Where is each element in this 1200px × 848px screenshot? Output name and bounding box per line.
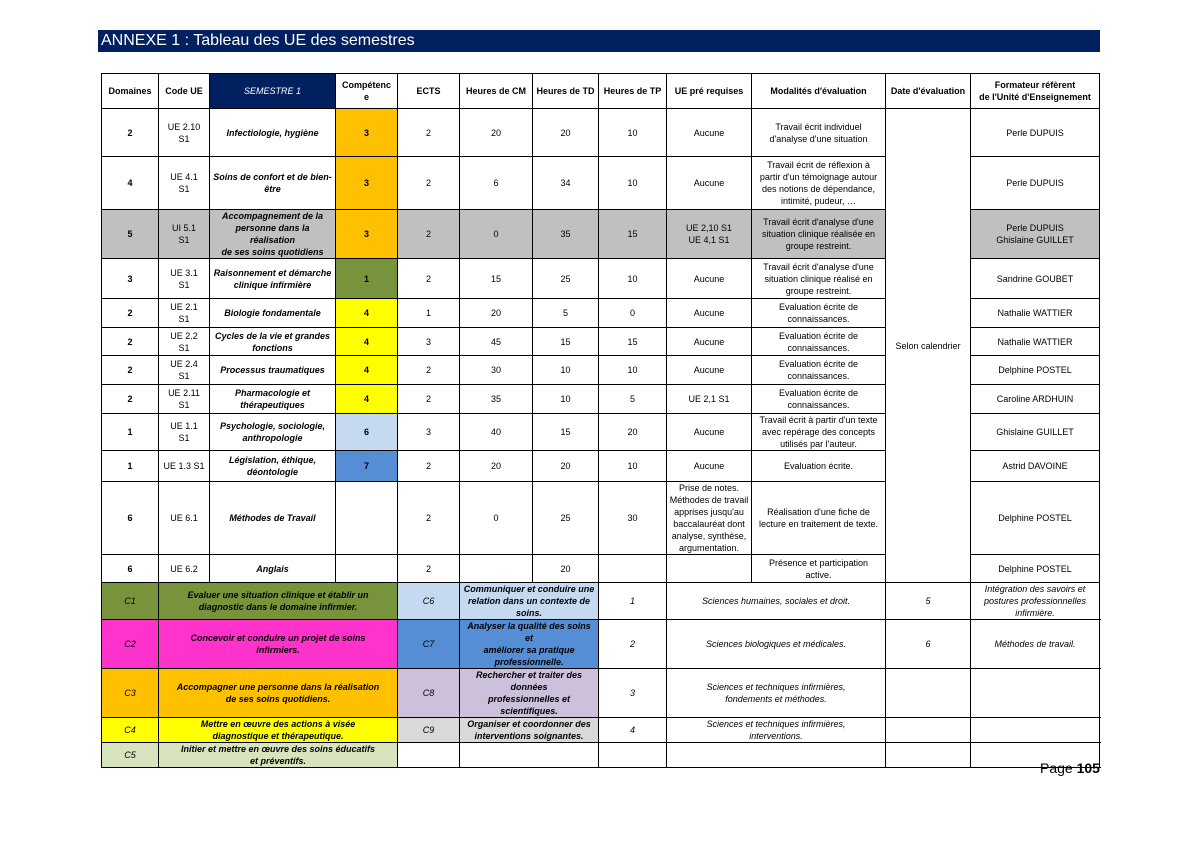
domain-number: 1 [599,583,667,620]
ects-cell: 2 [398,555,460,583]
ue-title-cell: Biologie fondamentale [210,299,336,328]
prereq-cell: Aucune [667,414,752,451]
tp-cell: 5 [599,385,667,414]
modalites-cell: Evaluation écrite de connaissances. [752,356,886,385]
tp-cell: 10 [599,157,667,210]
competence-code: C7 [398,620,460,669]
competence-cell: 4 [336,356,398,385]
domaine-cell: 4 [102,157,159,210]
header-prereq: UE pré requises [667,74,752,109]
domain-label: Sciences et techniques infirmières, fondements et méthodes. [667,669,886,718]
modalites-cell: Travail écrit de réflexion à partir d'un témoignage autour des notions de dépendance, intimité, pudeur, … [752,157,886,210]
tp-cell: 10 [599,451,667,482]
td-cell: 20 [533,555,599,583]
tp-cell: 30 [599,482,667,555]
ects-cell: 2 [398,356,460,385]
code-ue-cell: UI 5.1 S1 [159,210,210,259]
td-cell: 25 [533,259,599,299]
page-banner [98,30,1100,52]
ects-cell: 2 [398,157,460,210]
ects-cell: 3 [398,328,460,356]
prereq-cell: UE 2,1 S1 [667,385,752,414]
cm-cell: 6 [460,157,533,210]
formateur-cell: Sandrine GOUBET [971,259,1100,299]
competence-code: C5 [102,743,159,768]
td-cell: 35 [533,210,599,259]
competence-label: Analyser la qualité des soins et améliorer sa pratique professionnelle. [460,620,599,669]
ects-cell: 2 [398,109,460,157]
domaine-cell: 2 [102,109,159,157]
legend-row [102,718,1100,743]
header-domaines: Domaines [102,74,159,109]
cm-cell: 15 [460,259,533,299]
td-cell: 15 [533,328,599,356]
td-cell: 10 [533,385,599,414]
domain-label: Méthodes de travail. [971,620,1100,669]
competence-cell: 4 [336,328,398,356]
cm-cell: 30 [460,356,533,385]
domain-label [667,743,886,768]
formateur-cell: Perle DUPUIS [971,109,1100,157]
cm-cell: 0 [460,210,533,259]
competence-code: C8 [398,669,460,718]
modalites-cell: Evaluation écrite. [752,451,886,482]
competence-label: Communiquer et conduire une relation dans un contexte de soins. [460,583,599,620]
modalites-cell: Evaluation écrite de connaissances. [752,385,886,414]
cm-cell: 35 [460,385,533,414]
ue-title-cell: Anglais [210,555,336,583]
tp-cell: 15 [599,210,667,259]
code-ue-cell: UE 2.2 S1 [159,328,210,356]
competence-label: Organiser et coordonner des interventions soignantes. [460,718,599,743]
prereq-cell: Prise de notes. Méthodes de travail apprises jusqu'au baccalauréat dont analyse, synthèse, argumentation. [667,482,752,555]
header-row [102,74,1100,109]
competence-cell: 1 [336,259,398,299]
domain-number: 4 [599,718,667,743]
competence-cell: 7 [336,451,398,482]
competence-code: C6 [398,583,460,620]
domain-number [886,669,971,718]
ue-title-cell: Accompagnement de la personne dans la réalisation de ses soins quotidiens [210,210,336,259]
header-modalites: Modalités d'évaluation [752,74,886,109]
modalites-cell: Présence et participation active. [752,555,886,583]
banner-title: ANNEXE 1 : Tableau des UE des semestres [101,32,415,49]
table-row [102,109,1100,157]
header-date: Date d'évaluation [886,74,971,109]
cm-cell: 20 [460,109,533,157]
header-code-ue: Code UE [159,74,210,109]
code-ue-cell: UE 3.1 S1 [159,259,210,299]
code-ue-cell: UE 2.1 S1 [159,299,210,328]
td-cell: 20 [533,451,599,482]
domain-number: 3 [599,669,667,718]
ects-cell: 2 [398,482,460,555]
competence-label: Mettre en œuvre des actions à visée diagnostique et thérapeutique. [159,718,398,743]
competence-cell: 4 [336,299,398,328]
formateur-cell: Perle DUPUIS Ghislaine GUILLET [971,210,1100,259]
competence-cell: 3 [336,109,398,157]
td-cell: 15 [533,414,599,451]
modalites-cell: Travail écrit d'analyse d'une situation clinique réalisée en groupe restreint. [752,210,886,259]
ects-cell: 2 [398,451,460,482]
domain-label [971,718,1100,743]
ue-title-cell: Cycles de la vie et grandes fonctions [210,328,336,356]
domain-number: 6 [886,620,971,669]
domain-number [886,718,971,743]
ue-table [101,73,1100,768]
ue-title-cell: Pharmacologie et thérapeutiques [210,385,336,414]
competence-label: Initier et mettre en œuvre des soins éducatifs et préventifs. [159,743,398,768]
td-cell: 10 [533,356,599,385]
tp-cell: 10 [599,259,667,299]
formateur-cell: Delphine POSTEL [971,482,1100,555]
cm-cell [460,555,533,583]
modalites-cell: Réalisation d'une fiche de lecture en traitement de texte. [752,482,886,555]
modalites-cell: Travail écrit à partir d'un texte avec repérage des concepts utilisés par l'auteur. [752,414,886,451]
domaine-cell: 5 [102,210,159,259]
domaine-cell: 2 [102,356,159,385]
domaine-cell: 2 [102,328,159,356]
prereq-cell: Aucune [667,328,752,356]
header-semestre: SEMESTRE 1 [210,74,336,109]
formateur-cell: Ghislaine GUILLET [971,414,1100,451]
modalites-cell: Travail écrit individuel d'analyse d'une situation [752,109,886,157]
ue-title-cell: Soins de confort et de bien- être [210,157,336,210]
domaine-cell: 6 [102,555,159,583]
cm-cell: 20 [460,299,533,328]
competence-code: C9 [398,718,460,743]
header-td: Heures de TD [533,74,599,109]
formateur-cell: Astrid DAVOINE [971,451,1100,482]
ue-title-cell: Psychologie, sociologie, anthropologie [210,414,336,451]
domaine-cell: 6 [102,482,159,555]
domain-label: Sciences et techniques infirmières, interventions. [667,718,886,743]
cm-cell: 40 [460,414,533,451]
header-tp: Heures de TP [599,74,667,109]
competence-cell: 4 [336,385,398,414]
prereq-cell: Aucune [667,451,752,482]
td-cell: 25 [533,482,599,555]
competence-cell: 6 [336,414,398,451]
formateur-cell: Nathalie WATTIER [971,328,1100,356]
header-cm: Heures de CM [460,74,533,109]
competence-code: C4 [102,718,159,743]
competence-code: C2 [102,620,159,669]
legend-row [102,583,1100,620]
competence-label: Rechercher et traiter des données professionnelles et scientifiques. [460,669,599,718]
prereq-cell: Aucune [667,299,752,328]
competence-cell [336,482,398,555]
formateur-cell: Caroline ARDHUIN [971,385,1100,414]
domaine-cell: 1 [102,451,159,482]
tp-cell [599,555,667,583]
domaine-cell: 1 [102,414,159,451]
domain-label: Sciences humaines, sociales et droit. [667,583,886,620]
prereq-cell: Aucune [667,356,752,385]
tp-cell: 15 [599,328,667,356]
modalites-cell: Evaluation écrite de connaissances. [752,328,886,356]
domain-label: Sciences biologiques et médicales. [667,620,886,669]
ue-title-cell: Processus traumatiques [210,356,336,385]
competence-code [398,743,460,768]
date-evaluation-cell: Selon calendrier [886,109,971,583]
tp-cell: 10 [599,109,667,157]
ue-title-cell: Infectiologie, hygiène [210,109,336,157]
ects-cell: 2 [398,210,460,259]
domain-label: Intégration des savoirs et postures professionnelles infirmière. [971,583,1100,620]
domaine-cell: 2 [102,299,159,328]
domaine-cell: 2 [102,385,159,414]
domain-label [971,669,1100,718]
ects-cell: 2 [398,385,460,414]
tp-cell: 0 [599,299,667,328]
formateur-cell: Delphine POSTEL [971,356,1100,385]
code-ue-cell: UE 2.4 S1 [159,356,210,385]
legend-row [102,620,1100,669]
td-cell: 20 [533,109,599,157]
domaine-cell: 3 [102,259,159,299]
domain-number [599,743,667,768]
td-cell: 5 [533,299,599,328]
competence-code: C1 [102,583,159,620]
modalites-cell: Travail écrit d'analyse d'une situation clinique réalisé en groupe restreint. [752,259,886,299]
competence-label [460,743,599,768]
tp-cell: 10 [599,356,667,385]
modalites-cell: Evaluation écrite de connaissances. [752,299,886,328]
competence-cell: 3 [336,157,398,210]
legend-row [102,669,1100,718]
ue-title-cell: Législation, éthique, déontologie [210,451,336,482]
competence-label: Accompagner une personne dans la réalisation de ses soins quotidiens. [159,669,398,718]
tp-cell: 20 [599,414,667,451]
competence-label: Evaluer une situation clinique et établir un diagnostic dans le domaine infirmier. [159,583,398,620]
competence-code: C3 [102,669,159,718]
td-cell: 34 [533,157,599,210]
code-ue-cell: UE 2.10 S1 [159,109,210,157]
header-ects: ECTS [398,74,460,109]
legend-row [102,743,1100,768]
prereq-cell: Aucune [667,259,752,299]
competence-cell [336,555,398,583]
prereq-cell: Aucune [667,157,752,210]
prereq-cell: UE 2,10 S1 UE 4,1 S1 [667,210,752,259]
ects-cell: 3 [398,414,460,451]
ue-title-cell: Méthodes de Travail [210,482,336,555]
prereq-cell [667,555,752,583]
code-ue-cell: UE 1.3 S1 [159,451,210,482]
domain-number: 5 [886,583,971,620]
ue-title-cell: Raisonnement et démarche clinique infirmière [210,259,336,299]
cm-cell: 20 [460,451,533,482]
prereq-cell: Aucune [667,109,752,157]
header-formateur: Formateur réfèrent de l'Unité d'Enseignement [971,74,1100,109]
competence-label: Concevoir et conduire un projet de soins infirmiers. [159,620,398,669]
header-competence: Compétenc e [336,74,398,109]
domain-number [886,743,971,768]
formateur-cell: Delphine POSTEL [971,555,1100,583]
ects-cell: 1 [398,299,460,328]
cm-cell: 0 [460,482,533,555]
formateur-cell: Nathalie WATTIER [971,299,1100,328]
code-ue-cell: UE 2.11 S1 [159,385,210,414]
formateur-cell: Perle DUPUIS [971,157,1100,210]
code-ue-cell: UE 1.1 S1 [159,414,210,451]
ects-cell: 2 [398,259,460,299]
cm-cell: 45 [460,328,533,356]
code-ue-cell: UE 6.2 [159,555,210,583]
code-ue-cell: UE 6.1 [159,482,210,555]
code-ue-cell: UE 4.1 S1 [159,157,210,210]
page-number: Page 105 [1040,760,1100,776]
domain-number: 2 [599,620,667,669]
competence-cell: 3 [336,210,398,259]
